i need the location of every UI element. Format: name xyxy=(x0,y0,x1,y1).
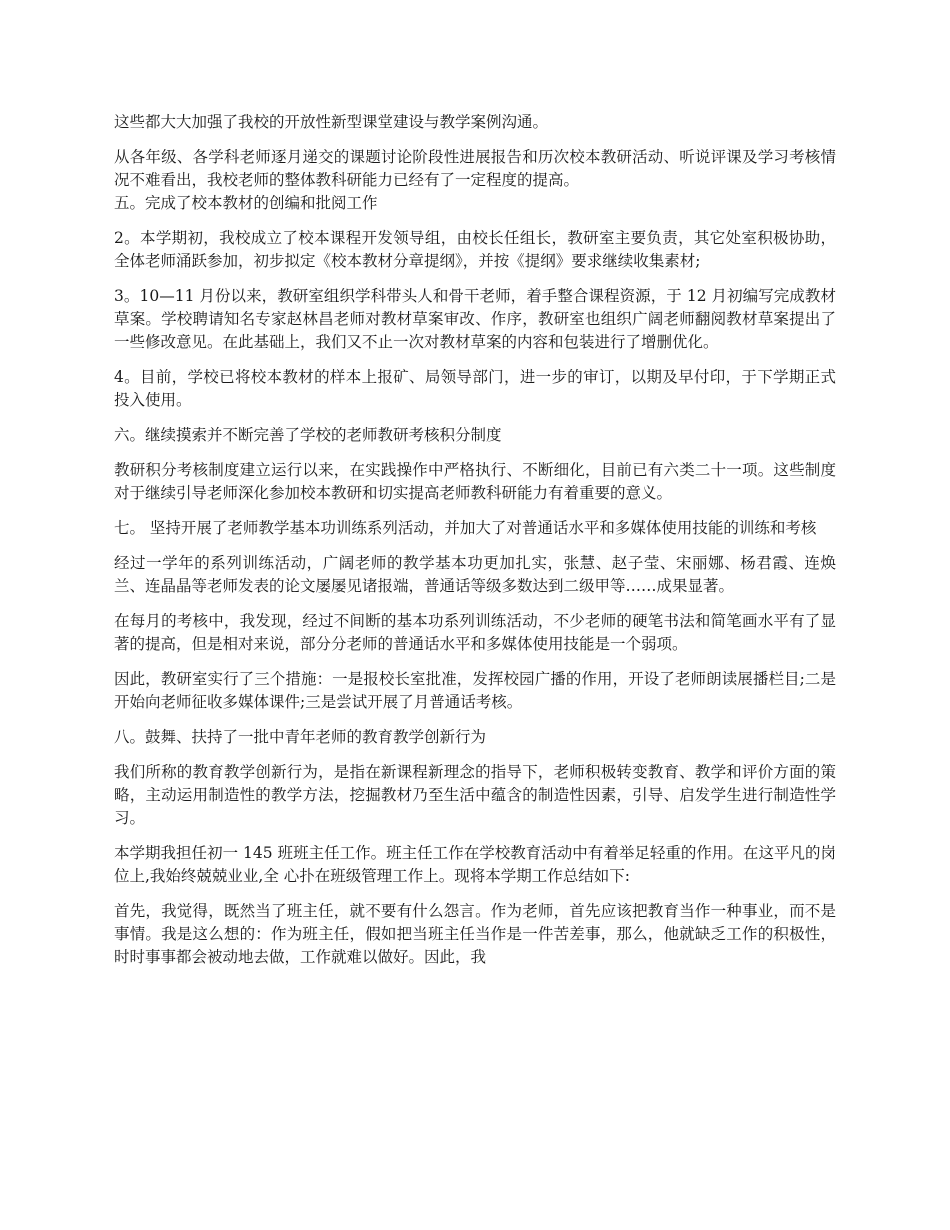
paragraph: 3。10—11 月份以来，教研室组织学科带头人和骨干老师，着手整合课程资源，于 12 月初编写完成教材草案。学校聘请知名专家赵林昌老师对教材草案审改、作序，教研室也组织广阔老师翻阅教材草案提出了一些修改意见。在此基础上，我们又不止一次对教材草案的内容和包装进行了增删优化。 xyxy=(114,287,836,351)
section-heading: 八。鼓舞、扶持了一批中青年老师的教育教学创新行为 xyxy=(114,728,487,746)
section-heading: 六。继续摸索并不断完善了学校的老师教研考核积分制度 xyxy=(114,426,502,444)
paragraph: 教研积分考核制度建立运行以来，在实践操作中严格执行、不断细化，目前已有六类二十一项。这些制度对于继续引导老师深化参加校本教研和切实提高老师教科研能力有着重要的意义。 xyxy=(114,461,836,502)
paragraph: 这些都大大加强了我校的开放性新型课堂建设与教学案例沟通。 xyxy=(114,113,549,131)
paragraph: 在每月的考核中，我发现，经过不间断的基本功系列训练活动，不少老师的硬笔书法和简笔画水平有了显著的提高，但是相对来说，部分分老师的普通话水平和多媒体使用技能是一个弱项。 xyxy=(114,612,836,653)
paragraph: 经过一学年的系列训练活动，广阔老师的教学基本功更加扎实，张慧、赵子莹、宋丽娜、杨君霞、连焕兰、连晶晶等老师发表的论文屡屡见诸报端，普通话等级多数达到二级甲等……成果显著。 xyxy=(114,554,836,595)
paragraph: 我们所称的教育教学创新行为，是指在新课程新理念的指导下，老师积极转变教育、教学和评价方面的策略，主动运用制造性的教学方法，挖掘教材乃至生活中蕴含的制造性因素，引导、启发学生进行制造性学习。 xyxy=(114,763,836,827)
paragraph: 本学期我担任初一 145 班班主任工作。班主任工作在学校教育活动中有着举足轻重的作用。在这平凡的岗位上,我始终兢兢业业,全 心扑在班级管理工作上。现将本学期工作总结如下: xyxy=(114,844,836,885)
section-heading: 七。 坚持开展了老师教学基本功训练系列活动，并加大了对普通话水平和多媒体使用技能的训练和考核 xyxy=(114,519,817,537)
paragraph: 从各年级、各学科老师逐月递交的课题讨论阶段性进展报告和历次校本教研活动、听说评课及学习考核情况不难看出，我校老师的整体教科研能力已经有了一定程度的提高。 xyxy=(114,148,836,189)
document-page xyxy=(114,111,836,981)
paragraph: 首先，我觉得，既然当了班主任，就不要有什么怨言。作为老师，首先应该把教育当作一种事业，而不是事情。我是这么想的：作为班主任，假如把当班主任当作是一件苦差事，那么，他就缺乏工作的积极性，时时事事都会被动地去做，工作就难以做好。因此，我 xyxy=(114,902,836,966)
paragraph: 因此，教研室实行了三个措施：一是报校长室批准，发挥校园广播的作用，开设了老师朗读展播栏目;二是开始向老师征收多媒体课件;三是尝试开展了月普通话考核。 xyxy=(114,670,836,711)
paragraph: 2。本学期初，我校成立了校本课程开发领导组，由校长任组长，教研室主要负责，其它处室积极协助，全体老师涌跃参加，初步拟定《校本教材分章提纲》，并按《提纲》要求继续收集素材; xyxy=(114,229,836,270)
paragraph: 4。目前，学校已将校本教材的样本上报矿、局领导部门，进一步的审订，以期及早付印，于下学期正式投入使用。 xyxy=(114,368,836,409)
section-heading: 五。完成了校本教材的创编和批阅工作 xyxy=(114,194,378,212)
